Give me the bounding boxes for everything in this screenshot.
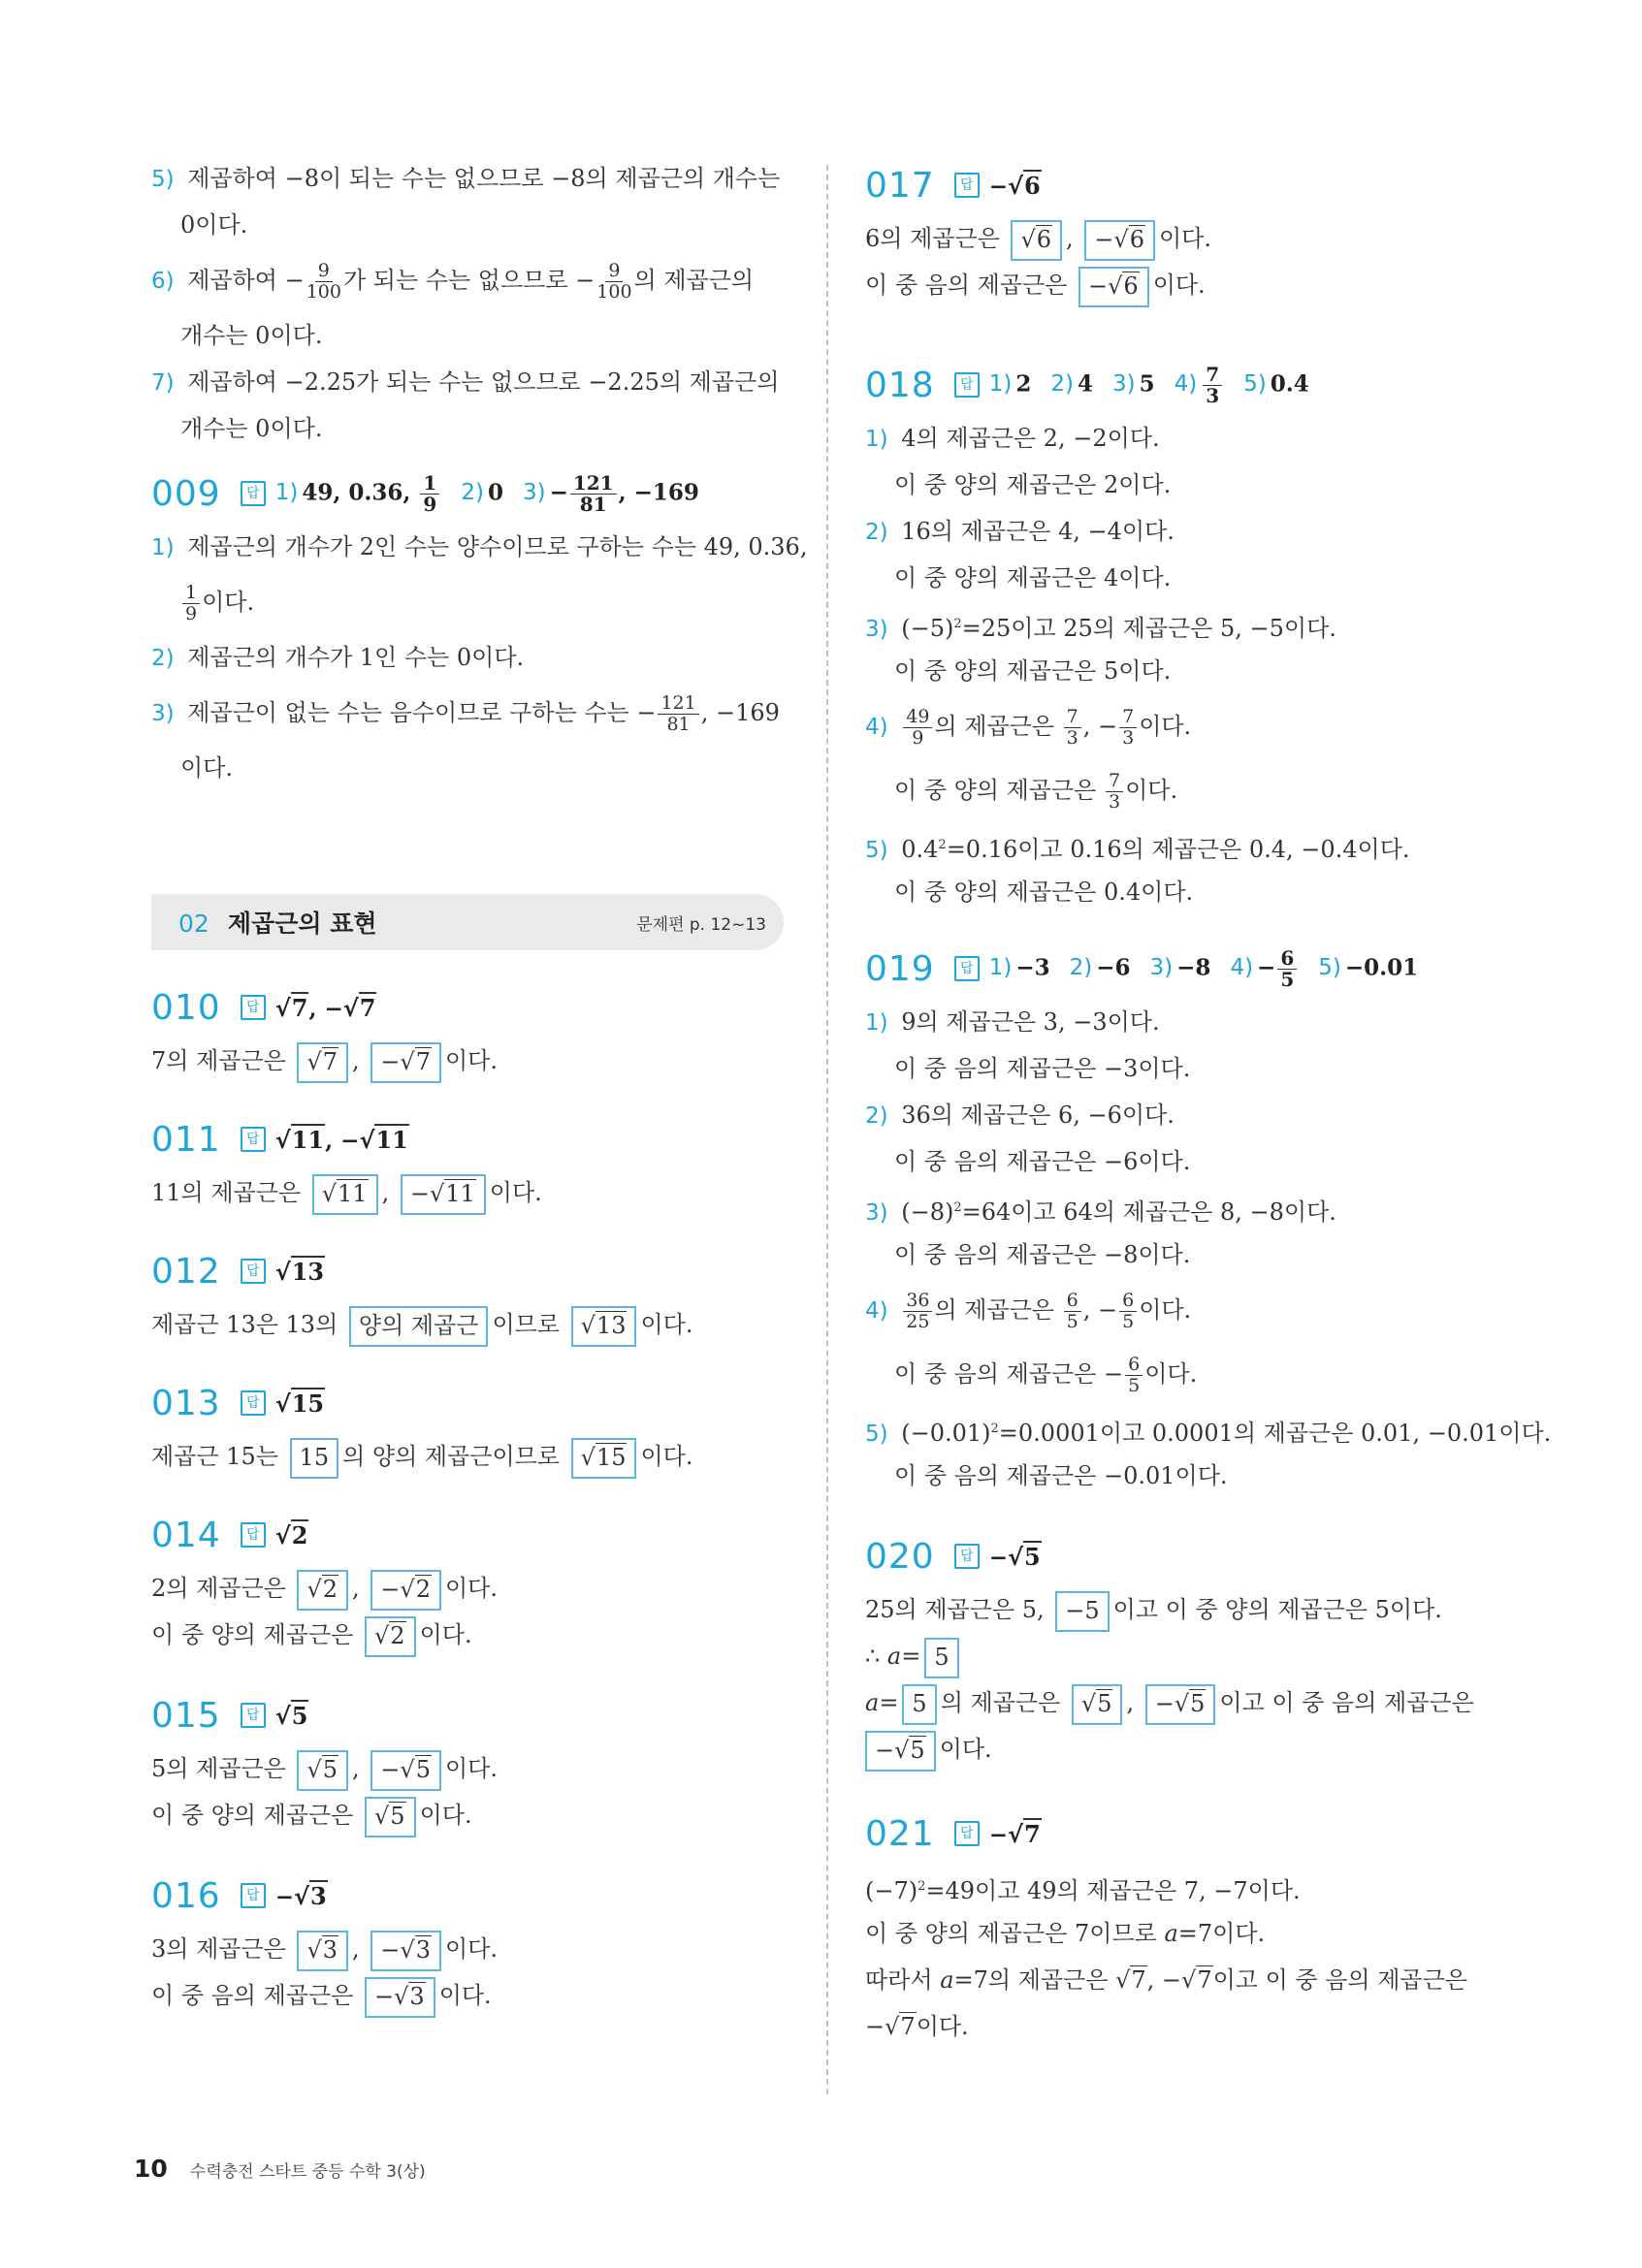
problem-015 bbox=[151, 1685, 782, 1838]
answer-blank: √7 bbox=[297, 1042, 348, 1083]
problem-number: 012 bbox=[151, 1251, 221, 1292]
answer-badge-icon: 답 bbox=[241, 995, 266, 1020]
answer-blank: −√3 bbox=[370, 1931, 441, 1971]
solution-line: a= 5 의 제곱근은 √5 , −√5 이고 이 중 음의 제곱근은 bbox=[865, 1679, 1505, 1726]
problem-number: 020 bbox=[865, 1536, 935, 1577]
solution-line: 5) 제곱하여 −8이 되는 수는 없으므로 −8의 제곱근의 개수는 bbox=[151, 165, 781, 192]
solution-line: 개수는 0이다. bbox=[180, 322, 323, 349]
solution-line: 2) 16의 제곱근은 4, −4이다. bbox=[865, 518, 1175, 545]
problem-number: 010 bbox=[151, 987, 221, 1028]
solution-line: 3) $(-8)^2=64$이고 64의 제곱근은 8, −8이다. bbox=[865, 1198, 1336, 1226]
solution-line: 1) 제곱근의 개수가 2인 수는 양수이므로 구하는 수는 49, 0.36, bbox=[151, 533, 808, 560]
problem-number: 015 bbox=[151, 1695, 221, 1736]
solution-line: 5) $(-0.01)^2=0.0001$이고 0.0001의 제곱근은 0.01, −0.01이다. bbox=[865, 1420, 1552, 1447]
solution-line: ∴ a= 5 bbox=[865, 1633, 1505, 1679]
solution-line: 이 중 음의 제곱근은 − $\frac{6}{5}$ 이다. bbox=[894, 1354, 1198, 1396]
solution-line: 이 중 양의 제곱근은 4이다. bbox=[894, 564, 1172, 591]
answer-badge-icon: 답 bbox=[954, 372, 980, 398]
problem-number: 018 bbox=[865, 365, 935, 405]
solution-line: 5) $0.4^2=0.16$이고 0.16의 제곱근은 0.4, −0.4이다. bbox=[865, 836, 1410, 863]
problem-number: 017 bbox=[865, 165, 935, 206]
problem-number: 014 bbox=[151, 1515, 221, 1555]
answer-badge-icon: 답 bbox=[241, 1703, 266, 1728]
answer-badge-icon: 답 bbox=[241, 481, 266, 506]
answer-blank: √13 bbox=[571, 1306, 637, 1347]
solution-line: 이 중 양의 제곱근은 √2 이다. bbox=[151, 1612, 782, 1658]
answer-badge-icon: 답 bbox=[954, 956, 980, 981]
solution-line: 제곱근 15는 15 의 양의 제곱근이므로 √15 이다. bbox=[151, 1433, 782, 1480]
solution-line: 이 중 음의 제곱근은 −√3 이다. bbox=[151, 1972, 782, 2019]
page-footer bbox=[134, 2155, 426, 2183]
answer-blank: 양의 제곱근 bbox=[349, 1306, 489, 1347]
section-number: 02 bbox=[178, 910, 209, 938]
solution-line: 1) 9의 제곱근은 3, −3이다. bbox=[865, 1008, 1160, 1036]
answer-blank: √6 bbox=[1011, 220, 1062, 261]
problem-010 bbox=[151, 977, 782, 1084]
solution-line: 이 중 음의 제곱근은 −6이다. bbox=[894, 1148, 1191, 1175]
solution-line: 이 중 양의 제곱근은 √5 이다. bbox=[151, 1792, 782, 1838]
answer-badge-icon: 답 bbox=[241, 1390, 266, 1416]
problem-021 bbox=[865, 1804, 1505, 2050]
problem-number: 016 bbox=[151, 1875, 221, 1916]
problem-number: 019 bbox=[865, 948, 935, 989]
solution-line: 2) 제곱근의 개수가 1인 수는 0이다. bbox=[151, 644, 525, 671]
answer-badge-icon: 답 bbox=[241, 1127, 266, 1152]
problem-013 bbox=[151, 1373, 782, 1480]
solution-line: 이 중 양의 제곱근은 2이다. bbox=[894, 471, 1172, 498]
section-page-reference: 문제편 p. 12~13 bbox=[636, 914, 766, 935]
left-column bbox=[151, 155, 808, 2019]
problem-answer: √5 bbox=[274, 1701, 308, 1730]
solution-line: 6) 제곱하여 − $\frac{9}{100}$ 가 되는 수는 없으므로 − $\frac{9}{100}$ 의 제곱근의 bbox=[151, 260, 755, 303]
answer-blank: −√6 bbox=[1079, 267, 1149, 307]
answer-blank: 15 bbox=[290, 1438, 339, 1479]
problem-number: 013 bbox=[151, 1383, 221, 1423]
problem-012 bbox=[151, 1241, 782, 1348]
problem-011 bbox=[151, 1109, 782, 1216]
solution-line: 4) $\frac{36}{25}$ 의 제곱근은 $\frac{6}{5}$ , − $\frac{6}{5}$ 이다. bbox=[865, 1290, 1192, 1332]
answer-blank: −√6 bbox=[1084, 220, 1155, 261]
answer-blank: √2 bbox=[365, 1616, 416, 1657]
solution-line: 2) 36의 제곱근은 6, −6이다. bbox=[865, 1102, 1175, 1129]
answer-blank: 5 bbox=[924, 1638, 958, 1678]
answer-blank: √15 bbox=[571, 1438, 637, 1479]
problem-answer: −√5 bbox=[988, 1542, 1041, 1571]
answer-blank: −√5 bbox=[1145, 1684, 1216, 1725]
right-column bbox=[865, 155, 1552, 2050]
solution-line: 이 중 양의 제곱근은 5이다. bbox=[894, 657, 1172, 685]
problem-019 bbox=[865, 939, 1552, 1499]
problem-016 bbox=[151, 1866, 782, 2019]
answer-badge-icon: 답 bbox=[241, 1522, 266, 1548]
solution-line: 이 중 양의 제곱근은 $\frac{7}{3}$ 이다. bbox=[894, 770, 1178, 813]
problem-answer: 1) 49, 0.36, $\frac{1}{9}$ 2) 0 3) − $\frac{121}{81}$ , −169 bbox=[274, 470, 699, 516]
solution-line: 11의 제곱근은 √11 , −√11 이다. bbox=[151, 1169, 782, 1216]
answer-blank: −√3 bbox=[365, 1977, 435, 2018]
solution-line: 2의 제곱근은 √2 , −√2 이다. bbox=[151, 1565, 782, 1612]
answer-blank: −√5 bbox=[865, 1731, 936, 1772]
answer-badge-icon: 답 bbox=[954, 173, 980, 198]
solution-line: 이 중 음의 제곱근은 −8이다. bbox=[894, 1241, 1191, 1268]
problem-017 bbox=[865, 155, 1505, 308]
solution-line: 제곱근 13은 13의 양의 제곱근 이므로 √13 이다. bbox=[151, 1301, 782, 1348]
answer-blank: 5 bbox=[902, 1684, 936, 1725]
solution-line: 3) $(-5)^2=25$이고 25의 제곱근은 5, −5이다. bbox=[865, 615, 1336, 642]
solution-line: 이 중 음의 제곱근은 −0.01이다. bbox=[894, 1462, 1228, 1489]
answer-blank: √5 bbox=[365, 1797, 416, 1837]
book-title: 수력충전 스타트 중등 수학 3(상) bbox=[189, 2162, 426, 2182]
solution-line: −√5 이다. bbox=[865, 1726, 1505, 1773]
answer-badge-icon: 답 bbox=[954, 1821, 980, 1846]
solution-line: 1) 4의 제곱근은 2, −2이다. bbox=[865, 425, 1160, 452]
solution-line: $\frac{1}{9}$ 이다. bbox=[151, 570, 782, 634]
problem-018 bbox=[865, 355, 1505, 915]
section-title: 제곱근의 표현 bbox=[227, 910, 377, 938]
problem-009 bbox=[151, 463, 808, 791]
solution-line: 7의 제곱근은 √7 , −√7 이다. bbox=[151, 1038, 782, 1084]
answer-blank: −√7 bbox=[370, 1042, 441, 1083]
problem-answer: 1) −3 2) −6 3) −8 4) − $\frac{6}{5}$ 5) −0.01 bbox=[988, 945, 1419, 991]
answer-blank: √5 bbox=[1072, 1684, 1123, 1725]
solution-line: 6의 제곱근은 √6 , −√6 이다. bbox=[865, 215, 1505, 262]
solution-line: −√7이다. bbox=[865, 2013, 969, 2040]
answer-blank: −5 bbox=[1055, 1591, 1109, 1632]
solution-line: 이 중 양의 제곱근은 7이므로 a=7이다. bbox=[865, 1920, 1266, 1947]
answer-blank: −√5 bbox=[370, 1750, 441, 1791]
page-number: 10 bbox=[134, 2155, 168, 2183]
solution-line: 5의 제곱근은 √5 , −√5 이다. bbox=[151, 1745, 782, 1792]
solution-line: 7) 제곱하여 −2.25가 되는 수는 없으므로 −2.25의 제곱근의 bbox=[151, 368, 780, 396]
answer-blank: √5 bbox=[297, 1750, 348, 1791]
problem-answer: 1) 2 2) 4 3) 5 4) $\frac{7}{3}$ 5) 0.4 bbox=[988, 362, 1309, 407]
problem-008-continued bbox=[151, 155, 782, 452]
problem-number: 009 bbox=[151, 473, 221, 514]
solution-line: 0이다. bbox=[180, 211, 248, 239]
column-divider bbox=[826, 165, 828, 2094]
solution-line: 4) $\frac{49}{9}$ 의 제곱근은 $\frac{7}{3}$ , − $\frac{7}{3}$ 이다. bbox=[865, 706, 1192, 749]
problem-answer: −√7 bbox=[988, 1819, 1041, 1848]
problem-answer: √7, −√7 bbox=[274, 993, 376, 1022]
solution-line: 3) 제곱근이 없는 수는 음수이므로 구하는 수는 − $\frac{121}{81}$ , −169 bbox=[151, 692, 780, 735]
answer-blank: −√11 bbox=[401, 1174, 486, 1215]
problem-020 bbox=[865, 1526, 1505, 1773]
answer-blank: √3 bbox=[297, 1931, 348, 1971]
problem-answer: √15 bbox=[274, 1389, 325, 1418]
solution-line: 3의 제곱근은 √3 , −√3 이다. bbox=[151, 1926, 782, 1972]
problem-answer: √13 bbox=[274, 1257, 325, 1286]
solution-line: 이 중 음의 제곱근은 −√6 이다. bbox=[865, 262, 1505, 308]
problem-answer: −√6 bbox=[988, 171, 1041, 200]
problem-answer: √2 bbox=[274, 1520, 308, 1549]
problem-answer: −√3 bbox=[274, 1881, 327, 1910]
solution-line: 이다. bbox=[180, 754, 233, 782]
section-header bbox=[151, 894, 784, 950]
solution-line: $(-7)^2=49$이고 49의 제곱근은 7, −7이다. bbox=[865, 1877, 1301, 1904]
problem-number: 011 bbox=[151, 1119, 221, 1160]
solution-line: 개수는 0이다. bbox=[180, 415, 323, 442]
solution-line: 이 중 양의 제곱근은 0.4이다. bbox=[894, 878, 1194, 906]
answer-badge-icon: 답 bbox=[241, 1883, 266, 1908]
answer-blank: √11 bbox=[312, 1174, 378, 1215]
solution-line: 이 중 음의 제곱근은 −3이다. bbox=[894, 1055, 1191, 1082]
answer-badge-icon: 답 bbox=[954, 1544, 980, 1569]
solution-line: 따라서 a=7의 제곱근은 √7, −√7이고 이 중 음의 제곱근은 bbox=[865, 1966, 1467, 1994]
solution-line: 25의 제곱근은 5, −5 이고 이 중 양의 제곱근은 5이다. bbox=[865, 1586, 1505, 1633]
answer-blank: √2 bbox=[297, 1570, 348, 1611]
problem-answer: √11, −√11 bbox=[274, 1125, 408, 1154]
problem-number: 021 bbox=[865, 1813, 935, 1854]
problem-014 bbox=[151, 1505, 782, 1658]
answer-badge-icon: 답 bbox=[241, 1259, 266, 1284]
answer-blank: −√2 bbox=[370, 1570, 441, 1611]
